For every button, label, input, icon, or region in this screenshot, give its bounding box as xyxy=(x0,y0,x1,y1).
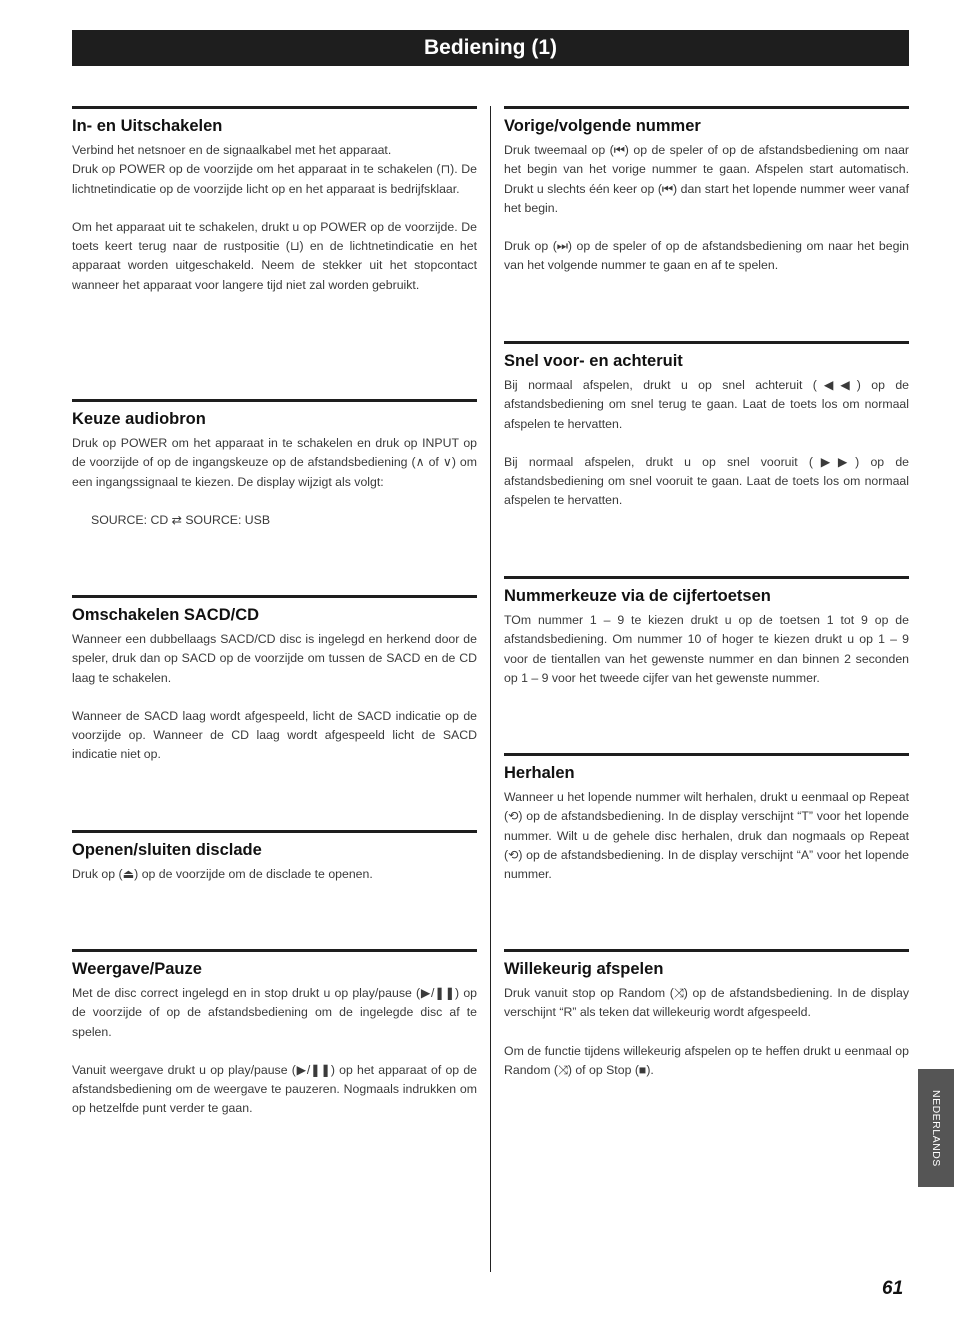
page-title-bar xyxy=(72,30,909,66)
section-heading: Openen/sluiten disclade xyxy=(72,841,262,859)
section-heading: Snel voor- en achteruit xyxy=(504,352,683,370)
section-rule xyxy=(72,830,477,833)
paragraph: Wanneer een dubbellaags SACD/CD disc is ingelegd en herkend door de speler, druk dan op SACD op de voorzijde om tussen de SACD en de CD laag te schakelen. xyxy=(72,632,477,685)
paragraph: Bij normaal afspelen, drukt u op snel achteruit (◀◀) op de afstandsbediening om snel terug te gaan. Laat de toets los om normaal afspelen te hervatten. xyxy=(504,378,909,431)
page-title: Bediening (1) xyxy=(423,36,557,59)
column-divider xyxy=(490,106,491,1272)
page-number: 61 xyxy=(882,1278,904,1299)
section-fast-forward-rewind xyxy=(504,341,909,530)
paragraph: Om de functie tijdens willekeurig afspelen op te heffen drukt u eenmaal op Random (⤨) of op Stop (■). xyxy=(504,1043,909,1077)
section-prev-next xyxy=(504,106,909,295)
section-heading: In- en Uitschakelen xyxy=(72,117,223,135)
section-rule xyxy=(72,595,477,598)
section-power xyxy=(72,106,477,314)
paragraph: Druk vanuit stop op Random (⤨) op de afstandsbediening. In de display verschijnt “R” als teken dat willekeurig wordt afgespeeld. xyxy=(504,986,909,1020)
section-heading: Willekeurig afspelen xyxy=(504,960,664,978)
paragraph: Druk op (⏭) op de speler of op de afstandsbediening om naar het begin van het volgende nummer te gaan en af te spelen. xyxy=(504,239,909,273)
section-heading: Vorige/volgende nummer xyxy=(504,117,701,135)
paragraph: Om het apparaat uit te schakelen, drukt u op POWER op de voorzijde. De toets keert terug naar de rustpositie (⊔) en de lichtnetindicatie en het apparaat worden uitgeschakeld. Neem de stekker uit het stopcontact wanneer het apparaat voor langere tijd niet zal worden gebruikt. xyxy=(72,219,477,292)
section-heading: Omschakelen SACD/CD xyxy=(72,606,260,624)
section-heading: Nummerkeuze via de cijfertoetsen xyxy=(504,587,771,605)
section-heading: Herhalen xyxy=(504,764,575,782)
section-rule xyxy=(504,106,909,109)
language-tab xyxy=(918,1069,954,1187)
paragraph: Bij normaal afspelen, drukt u op snel vooruit (▶▶) op de afstandsbediening om snel vooruit te gaan. Laat de toets los om normaal afspelen te hervatten. xyxy=(504,454,909,508)
paragraph: Vanuit weergave drukt u op play/pause (▶/❚❚) op het apparaat of op de afstandsbediening om de weergave te pauzeren. Nogmaals indrukken om op hetzelfde punt verder te gaan. xyxy=(72,1062,477,1116)
section-heading: Keuze audiobron xyxy=(72,410,206,428)
paragraph: Wanneer u het lopende nummer wilt herhalen, drukt u eenmaal op Repeat (⟲) op de afstandsbediening. In de display verschijnt “T” voor het lopende nummer. Wilt u de gehele disc herhalen, druk dan nogmaals op Repeat (⟲) op de afstandsbediening. In de display verschijnt “A” voor het lopende nummer. xyxy=(504,790,909,882)
paragraph: Met de disc correct ingelegd en in stop drukt u op play/pause (▶/❚❚) op de voorzijde of op de afstandsbediening om de ingelegde disc af te spelen. xyxy=(72,986,477,1039)
source-display-sequence: SOURCE: CD ⇄ SOURCE: USB xyxy=(91,512,271,527)
section-sacd-cd xyxy=(72,595,477,784)
paragraph: Druk op POWER om het apparaat in te schakelen en druk op INPUT op de voorzijde of op de ingangskeuze op de afstandsbediening (∧ of ∨) om een ingangssignaal te kiezen. De display wijzigt als volgt: xyxy=(72,436,477,489)
section-rule xyxy=(72,399,477,402)
section-rule xyxy=(504,576,909,579)
language-tab-label: NEDERLANDS xyxy=(930,1089,942,1167)
section-rule xyxy=(72,106,477,109)
section-rule xyxy=(72,949,477,952)
paragraph: Druk op POWER op de voorzijde om het apparaat in te schakelen (⊓). De lichtnetindicatie op de voorzijde licht op en het apparaat is bedrijfsklaar. xyxy=(72,162,477,196)
section-audio-source xyxy=(72,399,477,549)
section-rule xyxy=(504,949,909,952)
section-disc-tray xyxy=(72,830,477,903)
paragraph: TOm nummer 1 – 9 te kiezen drukt u op de toetsen 1 tot 9 op de afstandsbediening. Om nummer 10 of hoger te kiezen drukt u op 1 – 9 voor de tientallen van het gewenste nummer en dan binnen 2 seconden op 1 – 9 voor het tweede cijfer van het gewenste nummer. xyxy=(504,613,909,685)
paragraph: Druk tweemaal op (⏮) op de speler of op de afstandsbediening om naar het begin van het vorige nummer te gaan. Afspelen start automatisch. Drukt u slechts één keer op (⏮) dan start het lopende nummer weer vanaf het begin. xyxy=(504,143,909,215)
paragraph: Wanneer de SACD laag wordt afgespeeld, licht de SACD indicatie op de voorzijde op. Wanneer de CD laag wordt afgespeeld licht de SACD indicatie niet op. xyxy=(72,708,477,762)
section-rule xyxy=(504,341,909,344)
paragraph: Verbind het netsnoer en de signaalkabel met het apparaat. xyxy=(72,143,392,157)
section-number-keys xyxy=(504,576,909,707)
section-rule xyxy=(504,753,909,756)
paragraph: Druk op (⏏) op de voorzijde om de disclade te openen. xyxy=(72,867,373,881)
section-random xyxy=(504,949,909,1099)
section-repeat xyxy=(504,753,909,903)
section-play-pause xyxy=(72,949,477,1138)
section-heading: Weergave/Pauze xyxy=(72,960,202,978)
